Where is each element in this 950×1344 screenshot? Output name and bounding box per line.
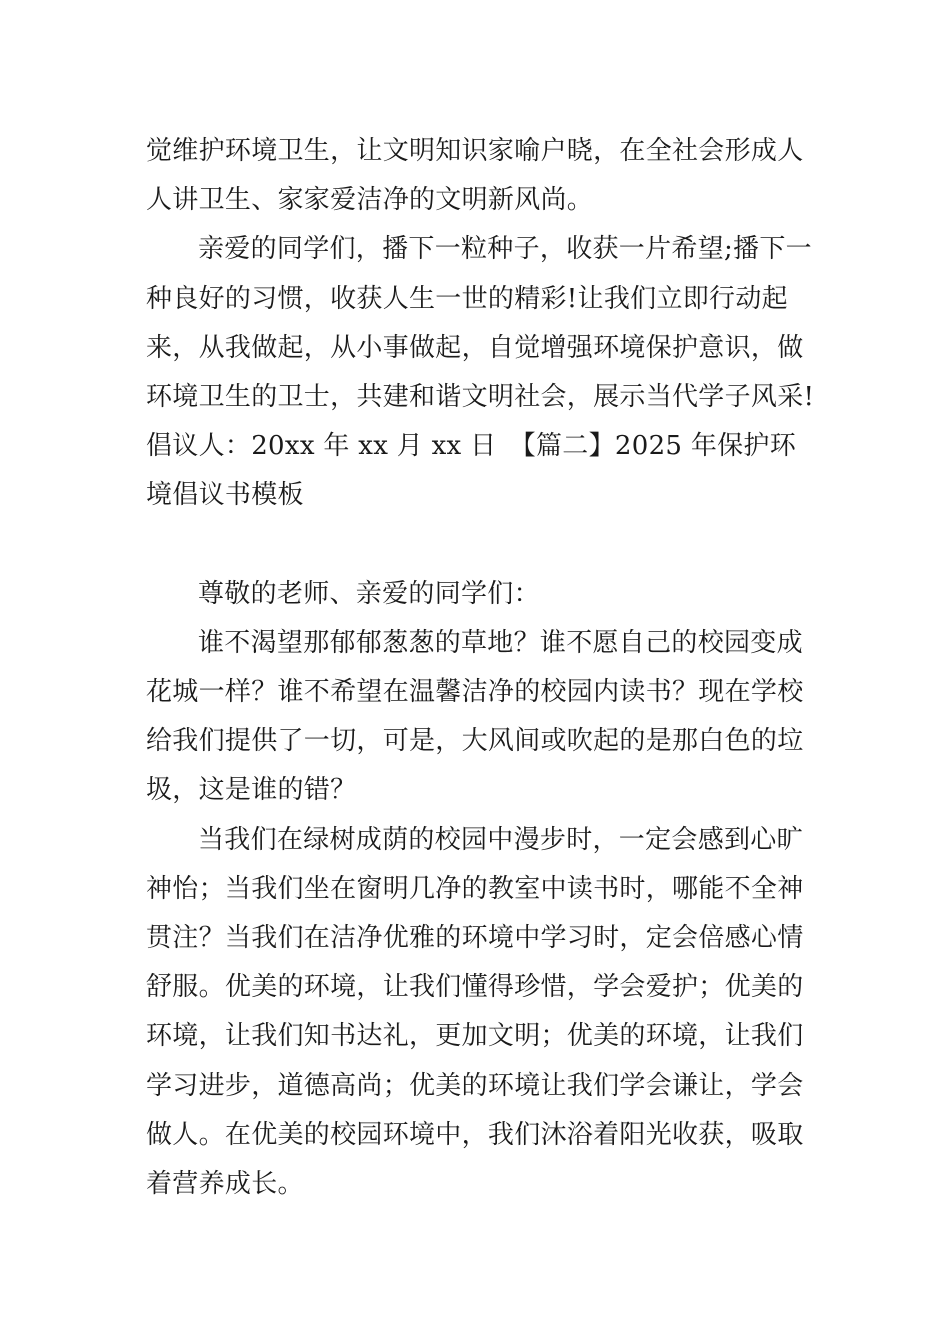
document-body: [146, 127, 816, 1209]
paragraph-spacer: [146, 521, 816, 570]
paragraph-call-to-action: 亲爱的同学们，播下一粒种子，收获一片希望;播下一种良好的习惯，收获人生一世的精彩!让我们立即行动起来，从我做起，从小事做起，自觉增强环境保护意识，做环境卫生的卫士，共建和谐文明社会，展示当代学子风采!倡议人：20xx 年 xx 月 xx 日 【篇二】2025 年保护环境倡议书模板: [146, 234, 815, 511]
paragraph-continuation: 觉维护环境卫生，让文明知识家喻户晓，在全社会形成人人讲卫生、家家爱洁净的文明新风尚。: [146, 136, 804, 216]
paragraph-environment: 当我们在绿树成荫的校园中漫步时，一定会感到心旷神怡；当我们坐在窗明几净的教室中读书时，哪能不全神贯注？当我们在洁净优雅的环境中学习时，定会倍感心情舒服。优美的环境，让我们懂得珍惜，学会爱护；优美的环境，让我们知书达礼，更加文明；优美的环境，让我们学习进步，道德高尚；优美的环境让我们学会谦让，学会做人。在优美的校园环境中，我们沐浴着阳光收获，吸取着营养成长。: [146, 824, 804, 1200]
paragraph-questions: 谁不渴望那郁郁葱葱的草地？谁不愿自己的校园变成花城一样？谁不希望在温馨洁净的校园内读书？现在学校给我们提供了一切，可是，大风间或吹起的是那白色的垃圾，这是谁的错？: [146, 627, 804, 806]
paragraph-salutation: 尊敬的老师、亲爱的同学们：: [198, 578, 540, 609]
